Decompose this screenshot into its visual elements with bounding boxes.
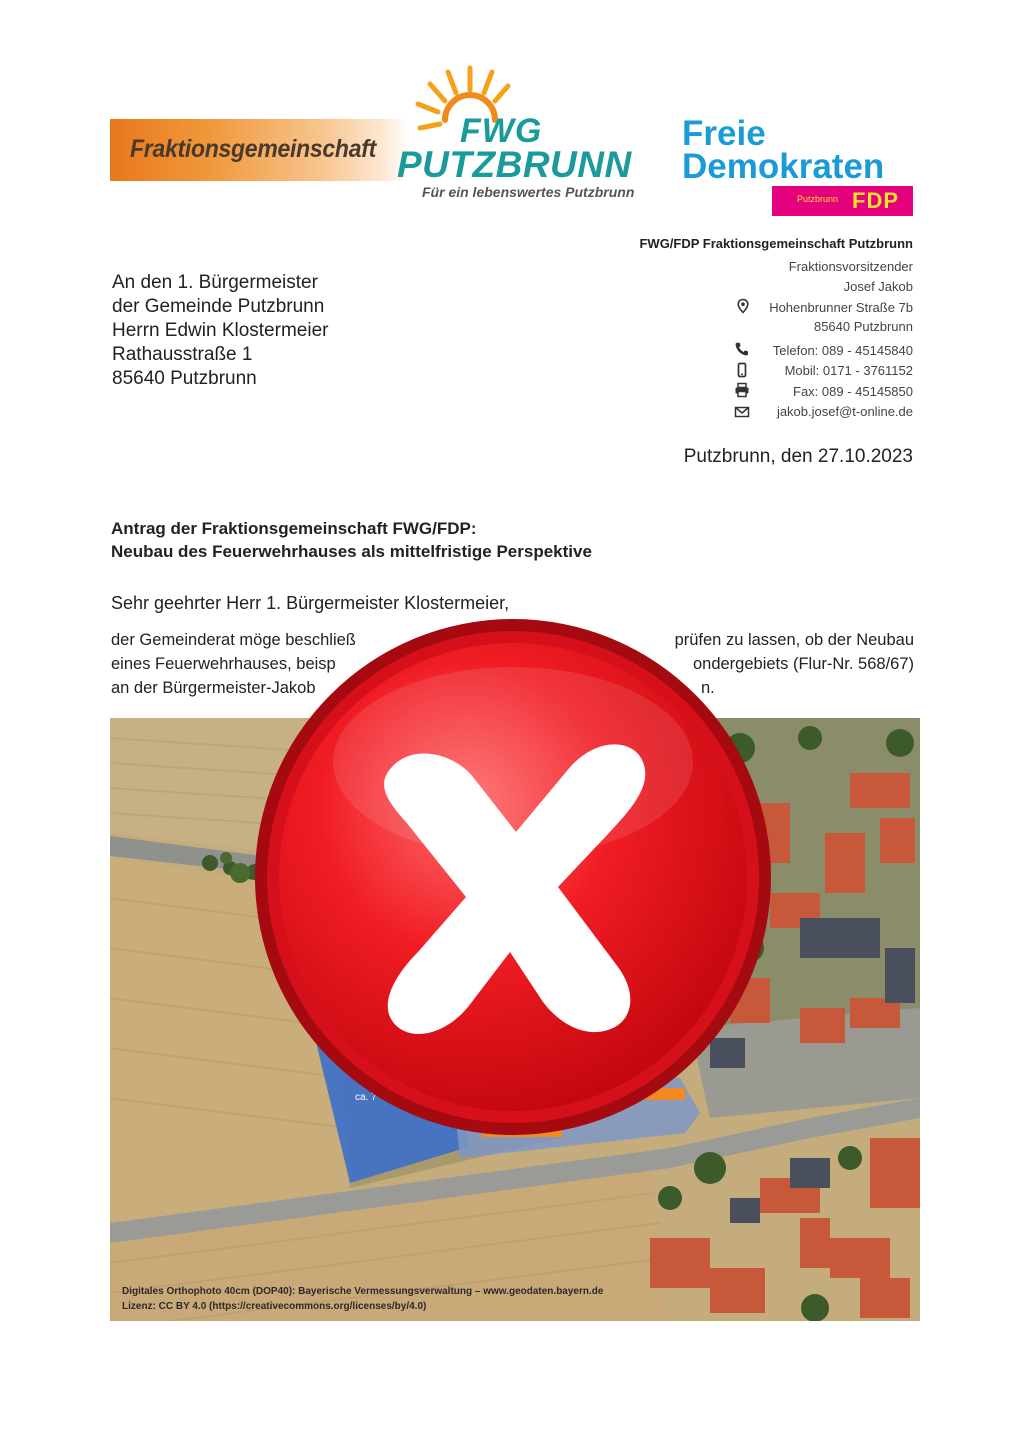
reject-x-icon <box>248 612 778 1142</box>
sender-email[interactable]: jakob.josef@t-online.de <box>776 404 913 419</box>
body-text-right: prüfen zu lassen, ob der Neubau <box>674 631 914 649</box>
sender-city: 85640 Putzbrunn <box>813 319 913 334</box>
body-text-right: n. <box>701 679 715 697</box>
body-text-right: ondergebiets (Flur-Nr. 568/67) <box>692 655 914 673</box>
mobile-icon <box>734 362 750 378</box>
fdp-logo-line1: Freie <box>682 114 766 153</box>
location-pin-icon <box>735 298 751 314</box>
fwg-logo-title: FWG <box>460 112 543 150</box>
recipient-line: Herrn Edwin Klostermeier <box>112 320 329 341</box>
subject-line: Antrag der Fraktionsgemeinschaft FWG/FDP: <box>111 519 477 538</box>
map-license: Lizenz: CC BY 4.0 (https://creativecommons.org/licenses/by/4.0) <box>122 1301 427 1312</box>
banner-text: Fraktionsgemeinschaft <box>130 135 376 163</box>
fax-icon <box>734 382 750 398</box>
fwg-logo-place: PUTZBRUNN <box>397 144 632 185</box>
recipient-line: 85640 Putzbrunn <box>112 368 257 389</box>
sender-phone: Telefon: 089 - 45145840 <box>772 343 913 358</box>
salutation: Sehr geehrter Herr 1. Bürgermeister Klostermeier, <box>111 593 510 613</box>
mail-icon <box>734 404 750 420</box>
plot-area-label: ca. 7 <box>355 1092 377 1103</box>
fdp-badge-town: Putzbrunn <box>797 194 839 204</box>
recipient-line: der Gemeinde Putzbrunn <box>112 296 325 317</box>
body-text-left: eines Feuerwehrhauses, beisp <box>111 655 336 673</box>
body-text-left: der Gemeinderat möge beschließ <box>111 631 356 649</box>
sender-organization: FWG/FDP Fraktionsgemeinschaft Putzbrunn <box>639 236 913 251</box>
letter-date: Putzbrunn, den 27.10.2023 <box>683 446 913 467</box>
fwg-logo-slogan: Für ein lebenswertes Putzbrunn <box>422 184 635 200</box>
recipient-line: An den 1. Bürgermeister <box>112 272 318 293</box>
sender-fax: Fax: 089 - 45145850 <box>793 384 913 399</box>
fdp-badge-abbr: FDP <box>852 188 899 213</box>
sender-name: Josef Jakob <box>843 279 913 294</box>
sender-role: Fraktionsvorsitzender <box>788 259 913 274</box>
fdp-logo-line2: Demokraten <box>682 147 885 186</box>
sender-street: Hohenbrunner Straße 7b <box>769 300 913 315</box>
phone-icon <box>734 341 750 357</box>
recipient-line: Rathausstraße 1 <box>112 344 253 365</box>
body-text-left: an der Bürgermeister-Jakob <box>111 679 316 697</box>
sender-mobile: Mobil: 0171 - 3761152 <box>784 363 913 378</box>
map-credit: Digitales Orthophoto 40cm (DOP40): Bayerische Vermessungsverwaltung – www.geodaten.bayern.de <box>122 1286 604 1297</box>
subject-line: Neubau des Feuerwehrhauses als mittelfristige Perspektive <box>111 542 592 561</box>
